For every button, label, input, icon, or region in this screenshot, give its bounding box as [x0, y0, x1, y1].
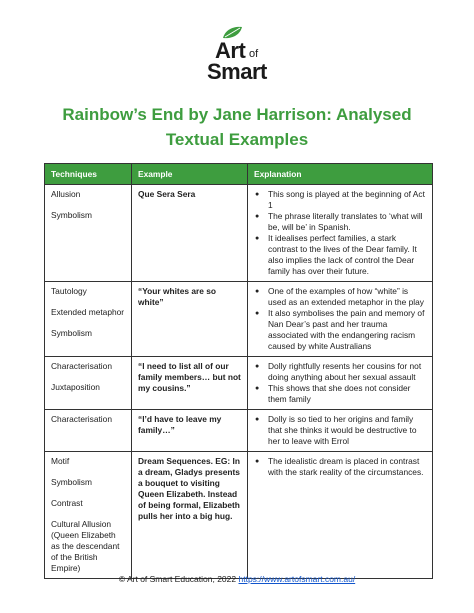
page-title	[40, 102, 434, 152]
technique: Characterisation	[51, 414, 112, 424]
technique: Juxtaposition	[51, 382, 100, 392]
technique: Characterisation	[51, 361, 112, 371]
techniques-cell	[45, 282, 132, 357]
explanation-point: ● It also symbolises the pain and memory of Nan Dear’s past and her trauma associated with the endangering racism caused by white Australians	[268, 308, 426, 352]
analysis-table	[44, 163, 433, 579]
copyright-text: © Art of Smart Education, 2022	[118, 574, 237, 584]
techniques-cell	[45, 410, 132, 452]
explanation-cell	[248, 282, 433, 357]
table-row	[45, 282, 433, 357]
explanation-point: ● Dolly is so tied to her origins and family that she thinks it would be destructive to her to leave with Errol	[268, 414, 426, 447]
table-row	[45, 452, 433, 579]
explanation-cell	[248, 452, 433, 579]
explanation-cell	[248, 185, 433, 282]
explanation-cell	[248, 357, 433, 410]
technique: Contrast	[51, 498, 83, 508]
title-line-2: Textual Examples	[165, 130, 309, 149]
explanation-point: ● It idealises perfect families, a stark contrast to the lives of the Dear family. It also implies the lack of control the Dear family has over their future.	[268, 233, 426, 277]
table-row	[45, 410, 433, 452]
title-line-1: Rainbow’s End by Jane Harrison: Analysed	[62, 105, 412, 124]
page-footer	[0, 574, 474, 584]
explanation-point: ● One of the examples of how “white” is used as an extended metaphor in the play	[268, 286, 426, 308]
technique: Allusion	[51, 189, 81, 199]
example-cell: Dream Sequences. EG: In a dream, Gladys presents a bouquet to visiting Queen Elizabeth. Instead of being formal, Elizabeth pulls her into a big hug.	[132, 452, 248, 579]
art-of-smart-logo	[207, 26, 267, 84]
explanation-point: ● This song is played at the beginning of Act 1	[268, 189, 426, 211]
techniques-cell	[45, 357, 132, 410]
technique: Motif	[51, 456, 70, 466]
technique: Symbolism	[51, 210, 92, 220]
table-header-row	[45, 164, 433, 185]
example-cell: “I need to list all of our family members… but not my cousins.”	[132, 357, 248, 410]
example-cell: “I’d have to leave my family…”	[132, 410, 248, 452]
technique: Symbolism	[51, 477, 92, 487]
technique: Cultural Allusion (Queen Elizabeth as the descendant of the British Empire)	[51, 519, 120, 573]
technique: Tautology	[51, 286, 87, 296]
header-techniques: Techniques	[45, 164, 132, 185]
explanation-point: ● The idealistic dream is placed in contrast with the stark reality of the circumstances.	[268, 456, 426, 478]
header-example: Example	[132, 164, 248, 185]
techniques-cell	[45, 185, 132, 282]
technique: Extended metaphor	[51, 307, 125, 317]
logo-of: of	[249, 48, 259, 60]
explanation-point: ● This shows that she does not consider them family	[268, 383, 426, 405]
logo-art: Art	[215, 38, 246, 63]
logo-smart: Smart	[207, 59, 267, 84]
example-cell: Que Sera Sera	[132, 185, 248, 282]
technique: Symbolism	[51, 328, 92, 338]
explanation-cell	[248, 410, 433, 452]
example-cell: “Your whites are so white”	[132, 282, 248, 357]
explanation-point: ● Dolly rightfully resents her cousins for not doing anything about her sexual assault	[268, 361, 426, 383]
explanation-point: ● The phrase literally translates to ‘what will be, will be’ in Spanish.	[268, 211, 426, 233]
header-explanation: Explanation	[248, 164, 433, 185]
techniques-cell	[45, 452, 132, 579]
table-row	[45, 357, 433, 410]
table-row	[45, 185, 433, 282]
website-link[interactable]: https://www.artofsmart.com.au/	[238, 574, 356, 584]
